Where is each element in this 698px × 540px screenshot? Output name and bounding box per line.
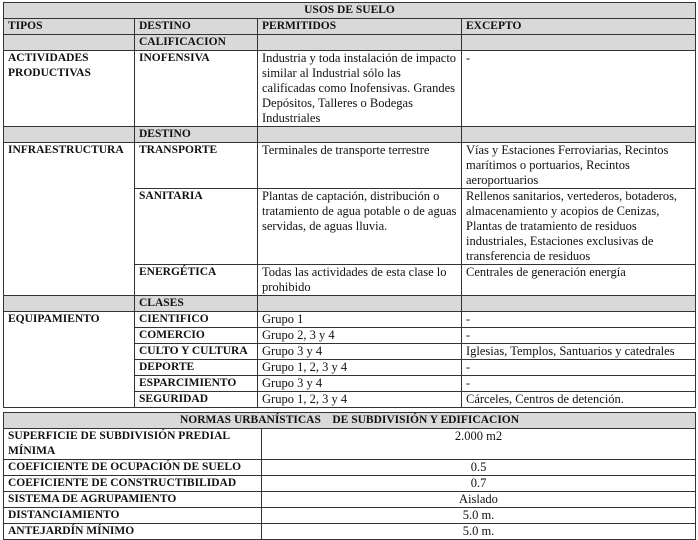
permitidos-cell: Grupo 3 y 4: [258, 344, 462, 360]
destino-cell: CULTO Y CULTURA: [135, 344, 258, 360]
norma-value: 0.7: [262, 476, 696, 492]
excepto-cell: -: [462, 328, 696, 344]
norma-label: SISTEMA DE AGRUPAMIENTO: [4, 492, 262, 508]
destino-cell: TRANSPORTE: [135, 143, 258, 189]
destino-cell: SANITARIA: [135, 189, 258, 265]
subheader-clases: CLASES: [135, 296, 258, 312]
destino-cell: ESPARCIMIENTO: [135, 376, 258, 392]
destino-cell: CIENTIFICO: [135, 312, 258, 328]
excepto-cell: Iglesias, Templos, Santuarios y catedrales: [462, 344, 696, 360]
norma-label: SUPERFICIE DE SUBDIVISIÓN PREDIAL MÍNIMA: [4, 429, 262, 460]
permitidos-cell: Grupo 1, 2, 3 y 4: [258, 392, 462, 408]
table-row: [4, 508, 696, 524]
permitidos-cell: Grupo 1: [258, 312, 462, 328]
permitidos-cell: Grupo 3 y 4: [258, 376, 462, 392]
destino-cell: SEGURIDAD: [135, 392, 258, 408]
norma-label: COEFICIENTE DE CONSTRUCTIBILIDAD: [4, 476, 262, 492]
tipo-cell: INFRAESTRUCTURA: [4, 143, 135, 296]
excepto-cell: Rellenos sanitarios, vertederos, botaderos, almacenamiento y acopios de Cenizas, Plantas de tratamiento de residuos industriales, Estaciones exclusivas de transferencia de residuos: [462, 189, 696, 265]
permitidos-cell: Terminales de transporte terrestre: [258, 143, 462, 189]
header-destino: DESTINO: [135, 19, 258, 35]
subheader-row: [4, 296, 696, 312]
table-row: [4, 312, 696, 328]
subheader-row: [4, 127, 696, 143]
norma-value: 2.000 m2: [262, 429, 696, 460]
permitidos-cell: Plantas de captación, distribución o tratamiento de agua potable o de aguas servidas, de aguas lluvia.: [258, 189, 462, 265]
destino-cell: INOFENSIVA: [135, 51, 258, 127]
norma-value: 5.0 m.: [262, 508, 696, 524]
destino-cell: ENERGÉTICA: [135, 265, 258, 296]
table-row: [4, 143, 696, 189]
permitidos-cell: Industria y toda instalación de impacto similar al Industrial sólo las calificadas como Inofensivas. Grandes Depósitos, Talleres o Bodegas Industriales: [258, 51, 462, 127]
table-title: USOS DE SUELO: [4, 3, 696, 19]
destino-cell: DEPORTE: [135, 360, 258, 376]
excepto-cell: -: [462, 51, 696, 127]
excepto-cell: -: [462, 360, 696, 376]
permitidos-cell: Todas las actividades de esta clase lo prohibido: [258, 265, 462, 296]
excepto-cell: Cárceles, Centros de detención.: [462, 392, 696, 408]
subheader-calificacion: CALIFICACION: [135, 35, 258, 51]
header-permitidos: PERMITIDOS: [258, 19, 462, 35]
normas-urbanisticas-table: [3, 412, 696, 540]
tipo-cell: EQUIPAMIENTO: [4, 312, 135, 408]
table-row: [4, 476, 696, 492]
excepto-cell: Vías y Estaciones Ferroviarias, Recintos marítimos o portuarios, Recintos aeroportuarios: [462, 143, 696, 189]
destino-cell: COMERCIO: [135, 328, 258, 344]
permitidos-cell: Grupo 2, 3 y 4: [258, 328, 462, 344]
table-row: [4, 429, 696, 460]
norma-label: ANTEJARDÍN MÍNIMO: [4, 524, 262, 540]
table-row: [4, 492, 696, 508]
header-excepto: EXCEPTO: [462, 19, 696, 35]
subheader-row: [4, 35, 696, 51]
subheader-destino: DESTINO: [135, 127, 258, 143]
permitidos-cell: Grupo 1, 2, 3 y 4: [258, 360, 462, 376]
tipo-cell: ACTIVIDADES PRODUCTIVAS: [4, 51, 135, 127]
norma-label: COEFICIENTE DE OCUPACIÓN DE SUELO: [4, 460, 262, 476]
norma-value: 0.5: [262, 460, 696, 476]
table-row: [4, 460, 696, 476]
norma-value: Aislado: [262, 492, 696, 508]
norma-value: 5.0 m.: [262, 524, 696, 540]
header-row: [4, 19, 696, 35]
table-row: [4, 51, 696, 127]
table-title: NORMAS URBANÍSTICAS DE SUBDIVISIÓN Y EDIFICACION: [4, 413, 696, 429]
header-tipos: TIPOS: [4, 19, 135, 35]
excepto-cell: -: [462, 312, 696, 328]
excepto-cell: -: [462, 376, 696, 392]
table-row: [4, 524, 696, 540]
norma-label: DISTANCIAMIENTO: [4, 508, 262, 524]
excepto-cell: Centrales de generación energía: [462, 265, 696, 296]
usos-de-suelo-table: [3, 2, 696, 408]
